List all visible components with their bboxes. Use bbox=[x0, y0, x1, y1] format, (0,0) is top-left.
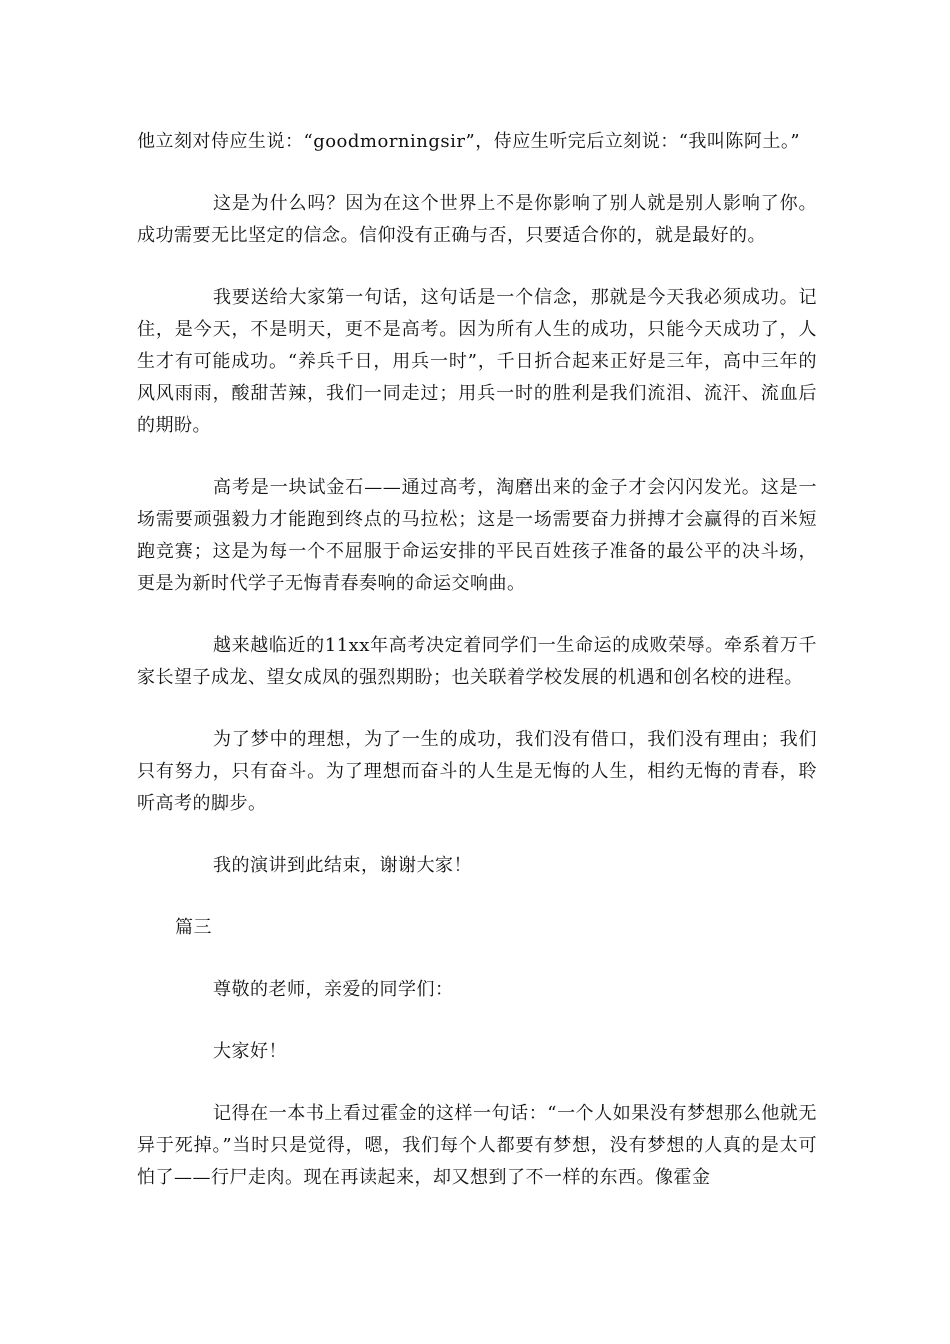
section-heading: 篇三 bbox=[175, 917, 212, 938]
paragraph-first-saying: 我要送给大家第一句话，这句话是一个信念，那就是今天我必须成功。记住，是今天，不是明天，更不是高考。因为所有人生的成功，只能今天成功了，人生才有可能成功。“养兵千日，用兵一时”，千日折合起来正好是三年，高中三年的风风雨雨，酸甜苦辣，我们一同走过；用兵一时的胜利是我们流泪、流汗、流血后的期盼。 bbox=[137, 287, 817, 436]
paragraph-touchstone: 高考是一块试金石——通过高考，淘磨出来的金子才会闪闪发光。这是一场需要顽强毅力才能跑到终点的马拉松；这是一场需要奋力拼搏才会赢得的百米短跑竞赛；这是为每一个不屈服于命运安排的平民百姓孩子准备的最公平的决斗场，更是为新时代学子无悔青春奏响的命运交响曲。 bbox=[137, 477, 817, 594]
paragraph-continuation: 他立刻对侍应生说：“goodmorningsir”，侍应生听完后立刻说：“我叫陈阿土。” bbox=[137, 131, 801, 152]
paragraph-belief: 这是为什么吗？因为在这个世界上不是你影响了别人就是别人影响了你。成功需要无比坚定的信念。信仰没有正确与否，只要适合你的，就是最好的。 bbox=[137, 193, 817, 246]
greeting-line: 尊敬的老师，亲爱的同学们： bbox=[213, 979, 454, 1000]
document-body bbox=[137, 126, 817, 1224]
hello-line: 大家好！ bbox=[213, 1041, 287, 1062]
paragraph-closing: 我的演讲到此结束，谢谢大家！ bbox=[213, 855, 472, 876]
paragraph-hawking: 记得在一本书上看过霍金的这样一句话：“一个人如果没有梦想那么他就无异于死掉。”当时只是觉得，嗯，我们每个人都要有梦想，没有梦想的人真的是太可怕了——行尸走肉。现在再读起来，却又想到了不一样的东西。像霍金 bbox=[137, 1103, 817, 1188]
paragraph-exam-approaching: 越来越临近的11xx年高考决定着同学们一生命运的成败荣辱。牵系着万千家长望子成龙、望女成凤的强烈期盼；也关联着学校发展的机遇和创名校的进程。 bbox=[137, 635, 817, 688]
paragraph-dream: 为了梦中的理想，为了一生的成功，我们没有借口，我们没有理由；我们只有努力，只有奋斗。为了理想而奋斗的人生是无悔的人生，相约无悔的青春，聆听高考的脚步。 bbox=[137, 729, 817, 814]
